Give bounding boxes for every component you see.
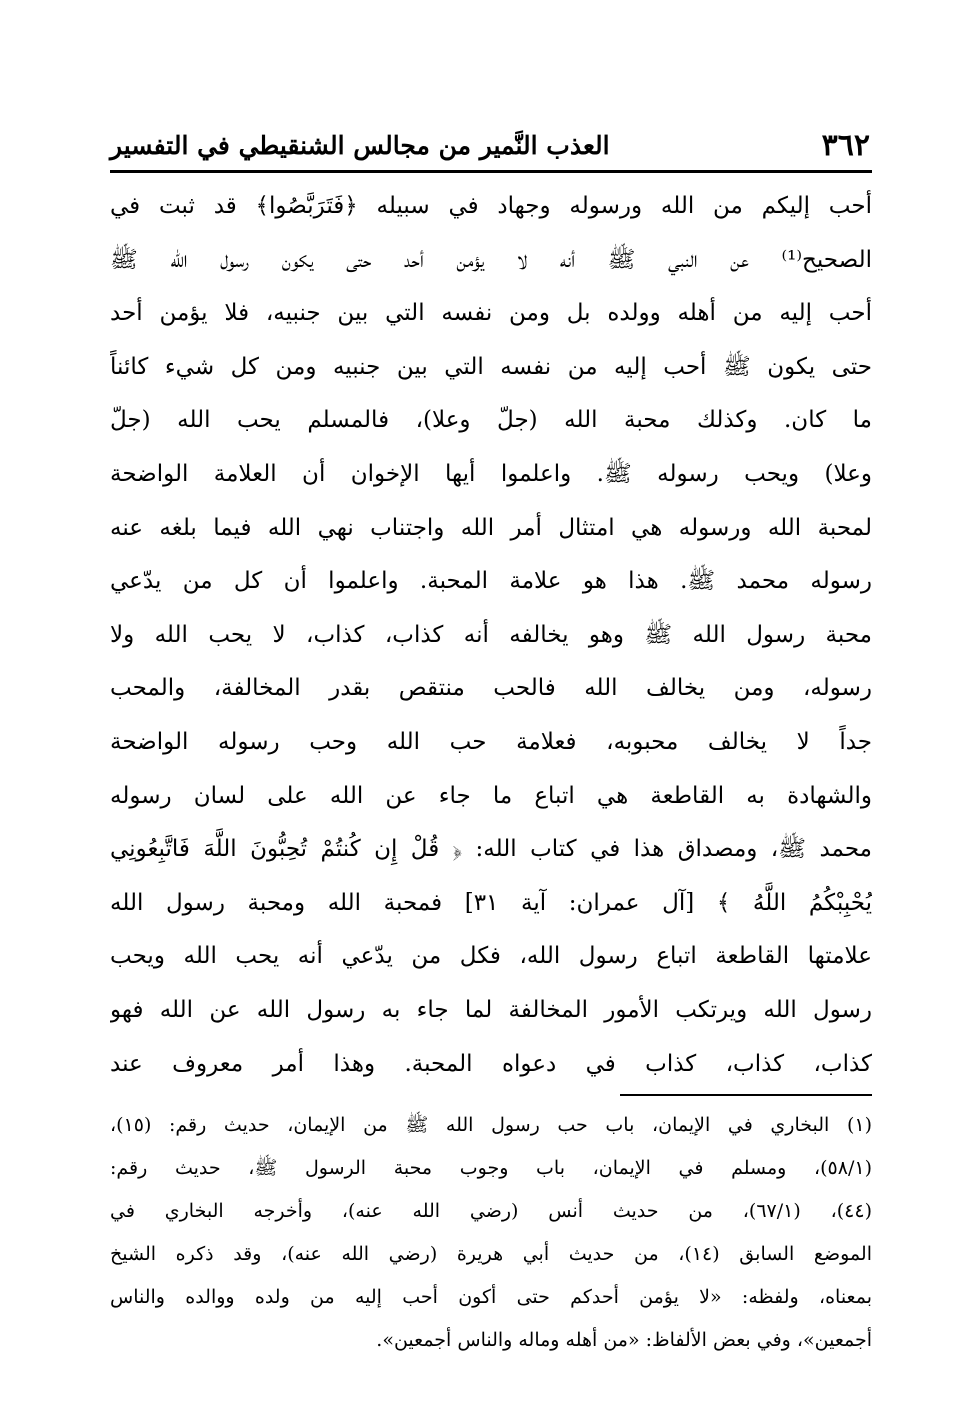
running-title: العذب النَّمير من مجالس الشنقيطي في التفسير — [110, 131, 610, 160]
footnote-line: بمعناه، ولفظه: «لا يؤمن أحدكم حتى أكون أحب إليه من ولده ووالده والناس — [110, 1286, 872, 1308]
footnote-line: (٥٨/١)، ومسلم في الإيمان، باب وجوب محبة الرسول ﷺ، حديث رقم: — [110, 1157, 872, 1179]
footnote-separator — [620, 1094, 872, 1096]
footnote-line: (٤٤)، (٦٧/١)، من حديث أنس (رضي الله عنه)، وأخرجه البخاري في — [110, 1200, 872, 1222]
body-text — [110, 180, 872, 1091]
body-line: علامتها القاطعة اتباع رسول الله، فكل من يدّعي أنه يحب الله ويحب — [110, 943, 872, 970]
footnote-line: أجمعين»، وفي بعض الألفاظ: «من أهله وماله والناس أجمعين». — [376, 1329, 872, 1351]
body-line: حتى يكون ﷺ أحب إليه من نفسه التي بين جنبيه ومن كل شيء كائناً — [110, 353, 872, 380]
footnotes — [110, 1104, 872, 1362]
footnote-line: (١) البخاري في الإيمان، باب حب رسول الله ﷺ من الإيمان، حديث رقم: (١٥)، — [110, 1114, 872, 1136]
body-line: جداً لا يخالف محبوبه، فعلامة حب الله وحب رسوله الواضحة — [110, 728, 872, 755]
header-rule — [110, 170, 872, 173]
body-line: والشهادة به القاطعة هي اتباع ما جاء عن الله على لسان رسوله — [110, 782, 872, 809]
body-line: لمحبة الله ورسوله هي امتثال أمر الله واجتناب نهي الله فيما بلغه عنه — [110, 514, 872, 541]
body-line: ما كان. وكذلك محبة الله (جلّ وعلا)، فالمسلم يحب الله (جلّ — [110, 407, 872, 434]
page-header — [110, 120, 870, 166]
body-line: أحب إليكم من الله ورسوله وجهاد في سبيله ﴿فَتَرَبَّصُوا﴾ قد ثبت في — [110, 193, 872, 219]
page-number: ٣٦٢ — [821, 128, 870, 163]
body-line: رسوله محمد ﷺ. هذا هو علامة المحبة. واعلموا أن كل من يدّعي — [110, 568, 872, 595]
body-line: محمد ﷺ، ومصداق هذا في كتاب الله: ﴿ قُلْ إِن كُنتُمْ تُحِبُّونَ اللَّهَ فَاتَّبِعُونِي — [110, 836, 872, 863]
body-line: وعلا) ويحب رسوله ﷺ. واعلموا أيها الإخوان أن العلامة الواضحة — [110, 460, 872, 487]
footnote-line: الموضع السابق (١٤)، من حديث أبي هريرة (رضي الله عنه)، وقد ذكره الشيخ — [110, 1243, 872, 1265]
body-line: رسول الله ويرتكب الأمور المخالفة لما جاء به رسول الله عن الله فهو — [110, 996, 872, 1023]
body-line: الصحيح⁽¹⁾ عن النبي ﷺ أنه لا يؤمن أحد حتى يكون رسول الله ﷺ — [110, 246, 872, 273]
body-line: كذاب، كذاب، كذاب في دعواه المحبة. وهذا أمر معروف عند — [110, 1050, 872, 1077]
body-line: محبة رسول الله ﷺ وهو يخالفه أنه كذاب، كذاب، لا يحب الله ولا — [110, 621, 872, 648]
body-line: يُحْبِبْكُمُ اللَّهُ ﴾ [آل عمران: آية ٣١] فمحبة الله ومحبة رسول الله — [110, 889, 872, 916]
body-line: أحب إليه من أهله وولده بل ومن نفسه التي بين جنبيه، فلا يؤمن أحد — [110, 300, 872, 327]
body-line: رسوله، ومن يخالف الله فالحب منتقص بقدر المخالفة، والمحب — [110, 675, 872, 702]
